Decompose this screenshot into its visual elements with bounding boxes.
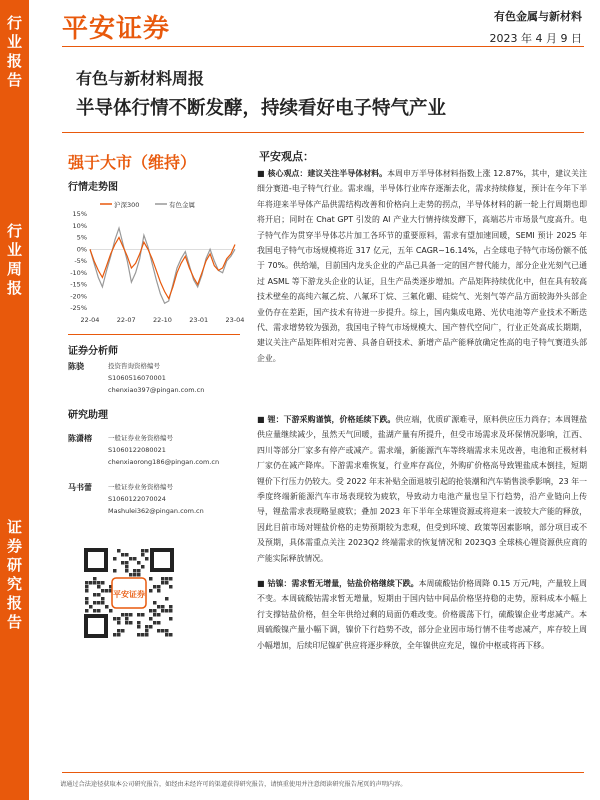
qr-cell <box>117 633 121 637</box>
qr-center-label: 平安证券 <box>113 590 145 599</box>
paragraph-lithium <box>257 412 587 566</box>
qr-cell <box>137 621 141 625</box>
qr-cell <box>165 629 169 633</box>
qr-cell <box>121 613 125 617</box>
qr-cell <box>133 557 137 561</box>
qr-cell <box>161 577 165 581</box>
y-tick-label: -15% <box>70 280 87 289</box>
qr-cell <box>85 597 89 601</box>
qr-cell <box>157 613 161 617</box>
header-category: 有色金属与新材料 <box>494 10 582 23</box>
paragraph-core-view <box>257 166 587 366</box>
market-trend-chart <box>60 190 245 330</box>
y-tick-label: 5% <box>76 233 87 242</box>
paragraph-body: 本周硫酸钴价格周降 0.15 万元/吨，产量较上周不变。本周硫酸钴需求暂无增量，短期由于国内钴中间品价格坚持稳的走势，原料成本小幅上行支撑钴盐价格，但全年供给过剩的局面仍难改变。价格震荡下行，硫酸镍企业考虑减产。本周硫酸镍产量小幅下调，镍价下行趋势不改，部分企业因市场行情不佳考虑减产，库存较上周小幅增加，后续印尼镍矿供应将逐步释放，全年镍供应充足，镍价中枢或将再下移。 <box>257 579 587 650</box>
qr-cell <box>141 549 145 553</box>
assistant-email[interactable]: Mashulei362@pingan.com.cn <box>108 507 204 515</box>
qr-cell <box>101 581 105 585</box>
paragraph-lead: 核心观点：建议关注半导体材料。 <box>267 169 388 178</box>
qr-cell <box>165 633 169 637</box>
qr-cell <box>121 553 125 557</box>
qr-cell <box>149 577 153 581</box>
qr-code-icon <box>84 548 174 638</box>
summary-heading: 平安观点： <box>259 150 314 163</box>
qr-cell <box>97 601 101 605</box>
qr-cell <box>149 625 153 629</box>
qr-cell <box>133 569 137 573</box>
qr-cell <box>93 593 97 597</box>
qr-cell <box>93 609 97 613</box>
title-divider <box>62 132 584 133</box>
qr-cell <box>89 605 93 609</box>
qr-cell <box>129 557 133 561</box>
qr-cell <box>149 589 153 593</box>
qr-cell <box>89 581 93 585</box>
x-tick-label: 23-04 <box>225 316 245 324</box>
assistant-name: 马书蕾 <box>68 483 92 492</box>
y-tick-label: 10% <box>72 221 87 230</box>
assistant-qualification: 一般证券业务资格编号 <box>108 483 173 491</box>
paragraph-body: 本周申万半导体材料指数上涨 12.87%，其中，建议关注细分赛道-电子特气行业。需求端，半导体行业库存逐渐去化，需求持续修复，预计在今年下半年将迎来半导体产品供需结构改善和价格向上走势的拐点，半导体材料的新一轮上行周期也即将开启；同时在 Chat GPT 引发的 AI 产业大行情持续发酵下，高端芯片市场景气度高升。电子特气作为贯穿半导体芯片加工各环节的重要原料，需求有望加速回暖，SEMI 预计 2025 年我国电子特气市场规模将近 317 亿元，五年 CAGR~16.14%，占全球电子特气市场份额不低于 70%。供给端，目前国内龙头企业的产品已具备一定的国产替代能力，部分企业光刻气已通过 ASML 等下游龙头企业的认证，且生产品类逐步增加。产品矩阵持续优化中，但在具有较高技术壁垒的高纯六氟乙烷、八氟环丁烷、三氟化硼、硅烷气、光刻气等产品方面较海外头部企业仍存在差距，国产技术有待进一步提升。综上，国内集成电路、光伏电池等产业技术不断迭代、需求增势较为强劲，我国电子特气市场规模大、国产替代空间广，行业正处高成长期期，建议关注产品矩阵相对完善、具备自研技术、新增产品产能释放确定性高的电子特气赛道头部企业。 <box>257 169 587 363</box>
y-tick-label: -10% <box>70 268 87 277</box>
sidebar-label-industry-report: 行业报告 <box>6 14 22 89</box>
y-tick-label: 15% <box>72 210 87 218</box>
qr-cell <box>101 601 105 605</box>
paragraph-body: 供应端，优质矿源难寻，原料供应压力尚存；本周锂盐供应量继续减少，虽然天气回暖，盐湖产量有所提升，但受市场需求及环保情况影响，江西、四川等部分厂家多有停产或减产。需求端，新能源汽车等终端需求未见改善，电池和正极材料厂家仍在减产降库。下游需求难恢复，行业库存高位，外购矿价格高导致锂盐成本倒挂，短期锂价下行压力仍较大。受 2022 年末补贴全面退坡引起的抢装潮和汽车销售淡季影响，23 年一季度终端新能源汽车市场表现较为疲软，导致动力电池产量也呈下行趋势，沿产业链向上传导，锂盐需求表现略显疲软；叠加 2023 年下半年全球锂资源或将迎来一波较大产能的释放，因此目前市场对锂盐价格的走势预期较为悲观，但受到环境、政策等因素影响，部分项目或不及预期，具体需重点关注 2023Q2 终端需求的恢复情况和 2023Q3 全球核心锂资源供应商的产能实际释放情况。 <box>257 415 587 563</box>
qr-cell <box>165 581 169 585</box>
qr-cell <box>161 605 165 609</box>
qr-cell <box>129 621 133 625</box>
analyst-qualification: 投资咨询资格编号 <box>108 362 160 370</box>
assistant-cert-number: S1060122080021 <box>108 446 166 454</box>
qr-cell <box>93 581 97 585</box>
qr-cell <box>125 613 129 617</box>
bullet-icon: ■ <box>257 579 265 588</box>
legend-label-nonferrous: 有色金属 <box>169 201 195 209</box>
qr-cell <box>101 589 105 593</box>
qr-cell <box>141 633 145 637</box>
qr-cell <box>145 633 149 637</box>
qr-cell <box>97 609 101 613</box>
qr-cell <box>137 573 141 577</box>
sidebar <box>0 0 29 800</box>
qr-cell <box>117 617 121 621</box>
analyst-name: 陈骁 <box>68 362 84 371</box>
qr-cell <box>85 609 89 613</box>
bullet-icon: ■ <box>257 415 265 424</box>
qr-cell <box>93 601 97 605</box>
qr-cell <box>157 605 161 609</box>
bullet-icon: ■ <box>257 169 265 178</box>
x-tick-label: 22-10 <box>153 316 172 324</box>
qr-cell <box>105 605 109 609</box>
report-title: 半导体行情不断发酵，持续看好电子特气产业 <box>76 98 447 119</box>
qr-cell <box>113 569 117 573</box>
qr-cell <box>113 633 117 637</box>
qr-cell <box>129 613 133 617</box>
y-tick-label: -20% <box>70 292 87 301</box>
qr-cell <box>109 609 113 613</box>
assistants-heading: 研究助理 <box>68 410 108 421</box>
y-tick-label: -5% <box>74 257 87 265</box>
qr-cell <box>161 581 165 585</box>
qr-cell <box>169 633 173 637</box>
qr-cell <box>137 633 141 637</box>
assistant-name: 陈潇榕 <box>68 434 92 443</box>
footer-divider <box>62 772 584 773</box>
x-tick-label: 22-07 <box>116 316 136 324</box>
paragraph-cobalt-nickel <box>257 576 587 653</box>
qr-cell <box>97 581 101 585</box>
qr-cell <box>133 573 137 577</box>
qr-cell <box>97 585 101 589</box>
qr-cell <box>145 629 149 633</box>
qr-cell <box>153 609 157 613</box>
assistant-qualification: 一般证券业务资格编号 <box>108 434 173 442</box>
header-date: 2023 年 4 月 9 日 <box>489 32 582 45</box>
qr-cell <box>101 597 105 601</box>
qr-cell <box>149 617 153 621</box>
qr-cell <box>153 585 157 589</box>
qr-cell <box>137 569 141 573</box>
company-logo: 平安证券 <box>62 14 171 44</box>
qr-cell <box>169 585 173 589</box>
qr-cell <box>157 629 161 633</box>
qr-cell <box>161 609 165 613</box>
qr-cell <box>125 553 129 557</box>
qr-cell <box>117 549 121 553</box>
qr-cell <box>145 557 149 561</box>
qr-cell <box>85 589 89 593</box>
qr-cell <box>141 565 145 569</box>
qr-cell <box>117 621 121 625</box>
qr-cell <box>137 613 141 617</box>
qr-cell <box>165 609 169 613</box>
rating: 强于大市（维持） <box>68 153 197 172</box>
qr-cell <box>93 577 97 581</box>
chart-divider <box>68 334 240 335</box>
qr-cell <box>153 621 157 625</box>
qr-cell <box>113 557 117 561</box>
qr-cell <box>153 601 157 605</box>
qr-cell <box>117 629 121 633</box>
qr-cell <box>121 629 125 633</box>
qr-cell <box>121 561 125 565</box>
qr-cell <box>113 617 117 621</box>
footer-disclaimer: 请通过合法途径获取本公司研究报告，如经由未经许可的渠道获得研究报告，请慎重使用并注意阅读研究报告尾页的声明内容。 <box>60 781 407 788</box>
analyst-email[interactable]: chenxiao397@pingan.com.cn <box>108 386 205 394</box>
qr-cell <box>169 605 173 609</box>
qr-cell <box>157 589 161 593</box>
qr-cell <box>153 613 157 617</box>
qr-cell <box>85 585 89 589</box>
qr-cell <box>137 561 141 565</box>
qr-cell <box>141 613 145 617</box>
y-tick-label: 0% <box>76 245 87 254</box>
qr-cell <box>97 593 101 597</box>
qr-cell <box>141 553 145 557</box>
series-line-nonferrous <box>90 228 235 303</box>
chart-heading: 行情走势图 <box>68 182 118 193</box>
qr-cell <box>145 625 149 629</box>
y-tick-label: -25% <box>70 304 87 312</box>
qr-cell <box>125 621 129 625</box>
header-divider <box>62 46 584 47</box>
series-line-hs300 <box>90 238 235 299</box>
qr-cell <box>105 589 109 593</box>
qr-cell <box>137 625 141 629</box>
qr-cell <box>157 621 161 625</box>
qr-cell <box>125 617 129 621</box>
sidebar-label-weekly: 行业周报 <box>6 222 22 297</box>
analyst-cert-number: S1060516070001 <box>108 374 166 382</box>
qr-cell <box>125 561 129 565</box>
qr-cell <box>85 581 89 585</box>
x-tick-label: 23-01 <box>189 316 209 324</box>
qr-cell <box>161 629 165 633</box>
qr-cell <box>145 549 149 553</box>
qr-cell <box>169 577 173 581</box>
report-type: 有色与新材料周报 <box>76 69 205 88</box>
qr-cell <box>125 569 129 573</box>
x-tick-label: 22-04 <box>80 316 100 324</box>
analysts-heading: 证券分析师 <box>68 346 118 357</box>
qr-cell <box>149 609 153 613</box>
qr-cell <box>165 597 169 601</box>
qr-cell <box>125 565 129 569</box>
legend-label-hs300: 沪深300 <box>114 201 140 209</box>
sidebar-label-securities-research: 证券研究报告 <box>6 518 22 631</box>
qr-cell <box>169 609 173 613</box>
qr-cell <box>129 573 133 577</box>
assistant-cert-number: S1060122070024 <box>108 495 166 503</box>
qr-cell <box>85 601 89 605</box>
qr-cell <box>157 585 161 589</box>
qr-cell <box>165 577 169 581</box>
assistant-email[interactable]: chenxiaorong186@pingan.com.cn <box>108 458 220 466</box>
qr-cell <box>169 617 173 621</box>
paragraph-lead: 钴镍：需求暂无增量，钴盐价格继续下跌。 <box>267 579 419 588</box>
paragraph-lead: 锂：下游采购谨慎，价格延续下跌。 <box>267 415 396 424</box>
